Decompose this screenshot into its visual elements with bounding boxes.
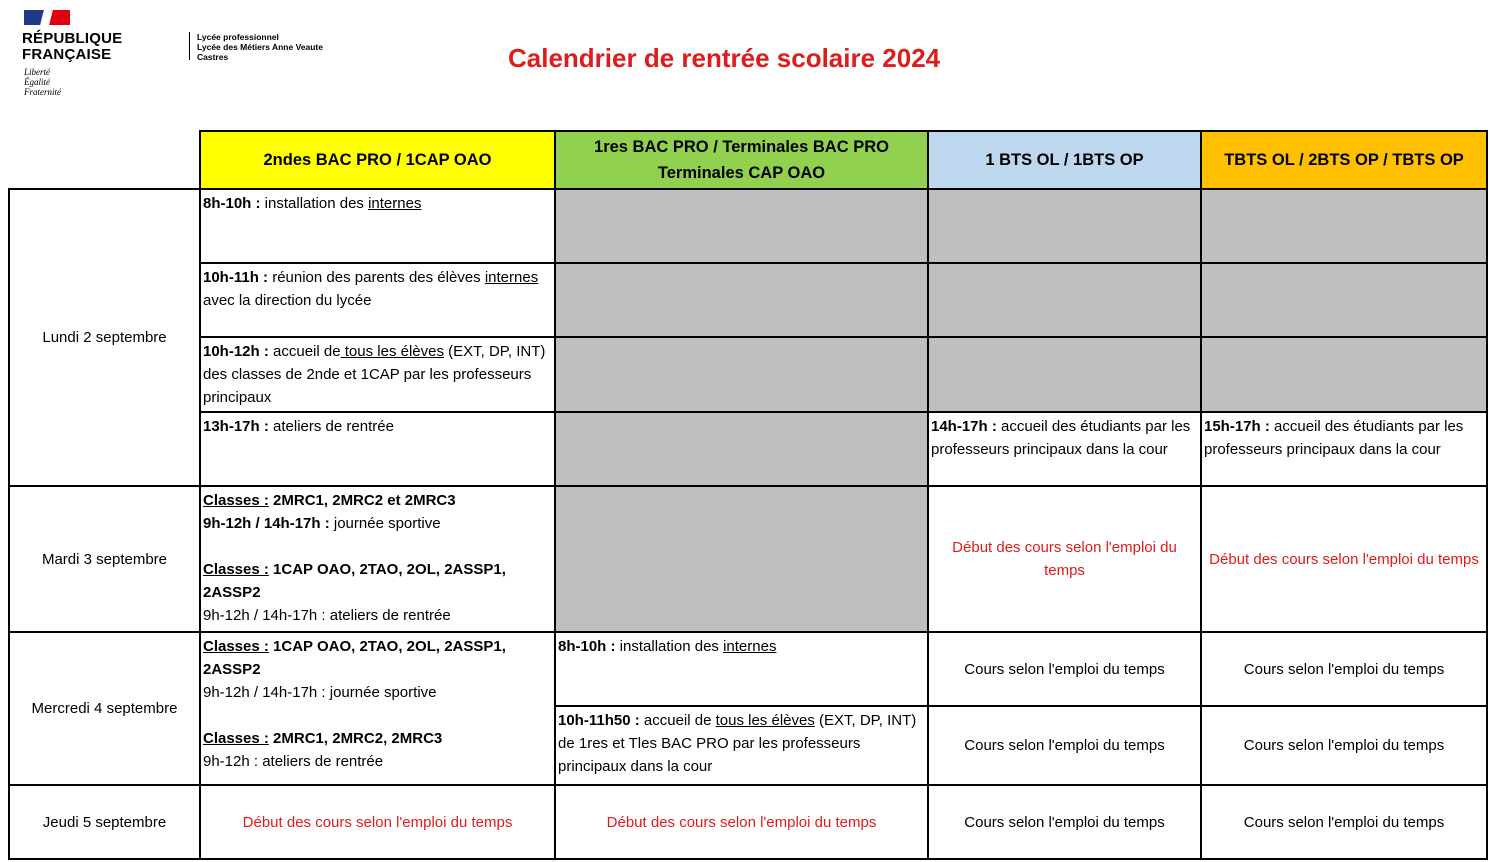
devise-liberte: Liberté [24,67,50,77]
cell-mercredi-1res-2: 10h-11h50 : accueil de tous les élèves (EXT, DP, INT) de 1res et Tles BAC PRO par les professeurs principaux dans la cour [555,706,928,785]
table-row [9,263,1487,337]
cell-jeudi-2ndes: Début des cours selon l'emploi du temps [200,785,555,859]
cell-empty [555,412,928,486]
col-header-tbts: TBTS OL / 2BTS OP / TBTS OP [1201,131,1487,189]
col-header-2ndes: 2ndes BAC PRO / 1CAP OAO [200,131,555,189]
cell-empty [555,263,928,337]
cell-lundi-2ndes-2: 10h-11h : réunion des parents des élèves internes avec la direction du lycée [200,263,555,337]
cell-empty [1201,189,1487,263]
cell-empty [555,486,928,632]
calendar-table [8,130,1488,860]
school-line-2: Lycée des Métiers Anne Veaute [197,42,323,52]
francaise-text: FRANÇAISE [22,46,112,63]
republique-text: RÉPUBLIQUE [22,30,123,47]
cell-empty [555,337,928,412]
cell-empty [928,263,1201,337]
page-title: Calendrier de rentrée scolaire 2024 [508,43,941,73]
col-header-1bts: 1 BTS OL / 1BTS OP [928,131,1201,189]
table-row [9,632,1487,706]
devise-fraternite: Fraternité [24,87,61,97]
day-lundi: Lundi 2 septembre [9,189,200,486]
cell-mercredi-tbts-2: Cours selon l'emploi du temps [1201,706,1487,785]
table-row [9,412,1487,486]
day-jeudi: Jeudi 5 septembre [9,785,200,859]
cell-lundi-tbts: 15h-17h : accueil des étudiants par les professeurs principaux dans la cour [1201,412,1487,486]
header-row [9,131,1487,189]
cell-mercredi-tbts-1: Cours selon l'emploi du temps [1201,632,1487,706]
cell-empty [928,337,1201,412]
republique-francaise-logo [22,10,152,100]
cell-jeudi-1res: Début des cours selon l'emploi du temps [555,785,928,859]
cell-empty [1201,337,1487,412]
cell-empty [928,189,1201,263]
marianne-flag-icon [24,10,70,25]
cell-mercredi-1res-1: 8h-10h : installation des internes [555,632,928,706]
school-line-1: Lycée professionnel [197,32,279,42]
table-row [9,189,1487,263]
cell-lundi-2ndes-1: 8h-10h : installation des internes [200,189,555,263]
table-row [9,337,1487,412]
cell-mercredi-1bts-1: Cours selon l'emploi du temps [928,632,1201,706]
day-mardi: Mardi 3 septembre [9,486,200,632]
cell-lundi-2ndes-4: 13h-17h : ateliers de rentrée [200,412,555,486]
cell-lundi-1bts: 14h-17h : accueil des étudiants par les professeurs principaux dans la cour [928,412,1201,486]
col-header-1res: 1res BAC PRO / Terminales BAC PRO Terminales CAP OAO [555,131,928,189]
cell-mercredi-1bts-2: Cours selon l'emploi du temps [928,706,1201,785]
cell-mardi-tbts: Début des cours selon l'emploi du temps [1201,486,1487,632]
day-mercredi: Mercredi 4 septembre [9,632,200,785]
devise-egalite: Égalité [24,77,50,87]
cell-lundi-2ndes-3: 10h-12h : accueil de tous les élèves (EXT, DP, INT) des classes de 2nde et 1CAP par les professeurs principaux [200,337,555,412]
cell-jeudi-tbts: Cours selon l'emploi du temps [1201,785,1487,859]
school-name [189,32,323,60]
cell-empty [555,189,928,263]
table-row [9,785,1487,859]
cell-empty [1201,263,1487,337]
cell-mardi-1bts: Début des cours selon l'emploi du temps [928,486,1201,632]
table-row [9,486,1487,632]
cell-mardi-2ndes: Classes : 2MRC1, 2MRC2 et 2MRC3 9h-12h / 14h-17h : journée sportive Classes : 1CAP OAO, 2TAO, 2OL, 2ASSP1, 2ASSP2 9h-12h / 14h-17h : ateliers de rentrée [200,486,555,632]
cell-jeudi-1bts: Cours selon l'emploi du temps [928,785,1201,859]
header-blank-cell [9,131,200,189]
school-line-3: Castres [197,52,229,62]
cell-mercredi-2ndes: Classes : 1CAP OAO, 2TAO, 2OL, 2ASSP1, 2ASSP2 9h-12h / 14h-17h : journée sportive Classes : 2MRC1, 2MRC2, 2MRC3 9h-12h : ateliers de rentrée [200,632,555,785]
